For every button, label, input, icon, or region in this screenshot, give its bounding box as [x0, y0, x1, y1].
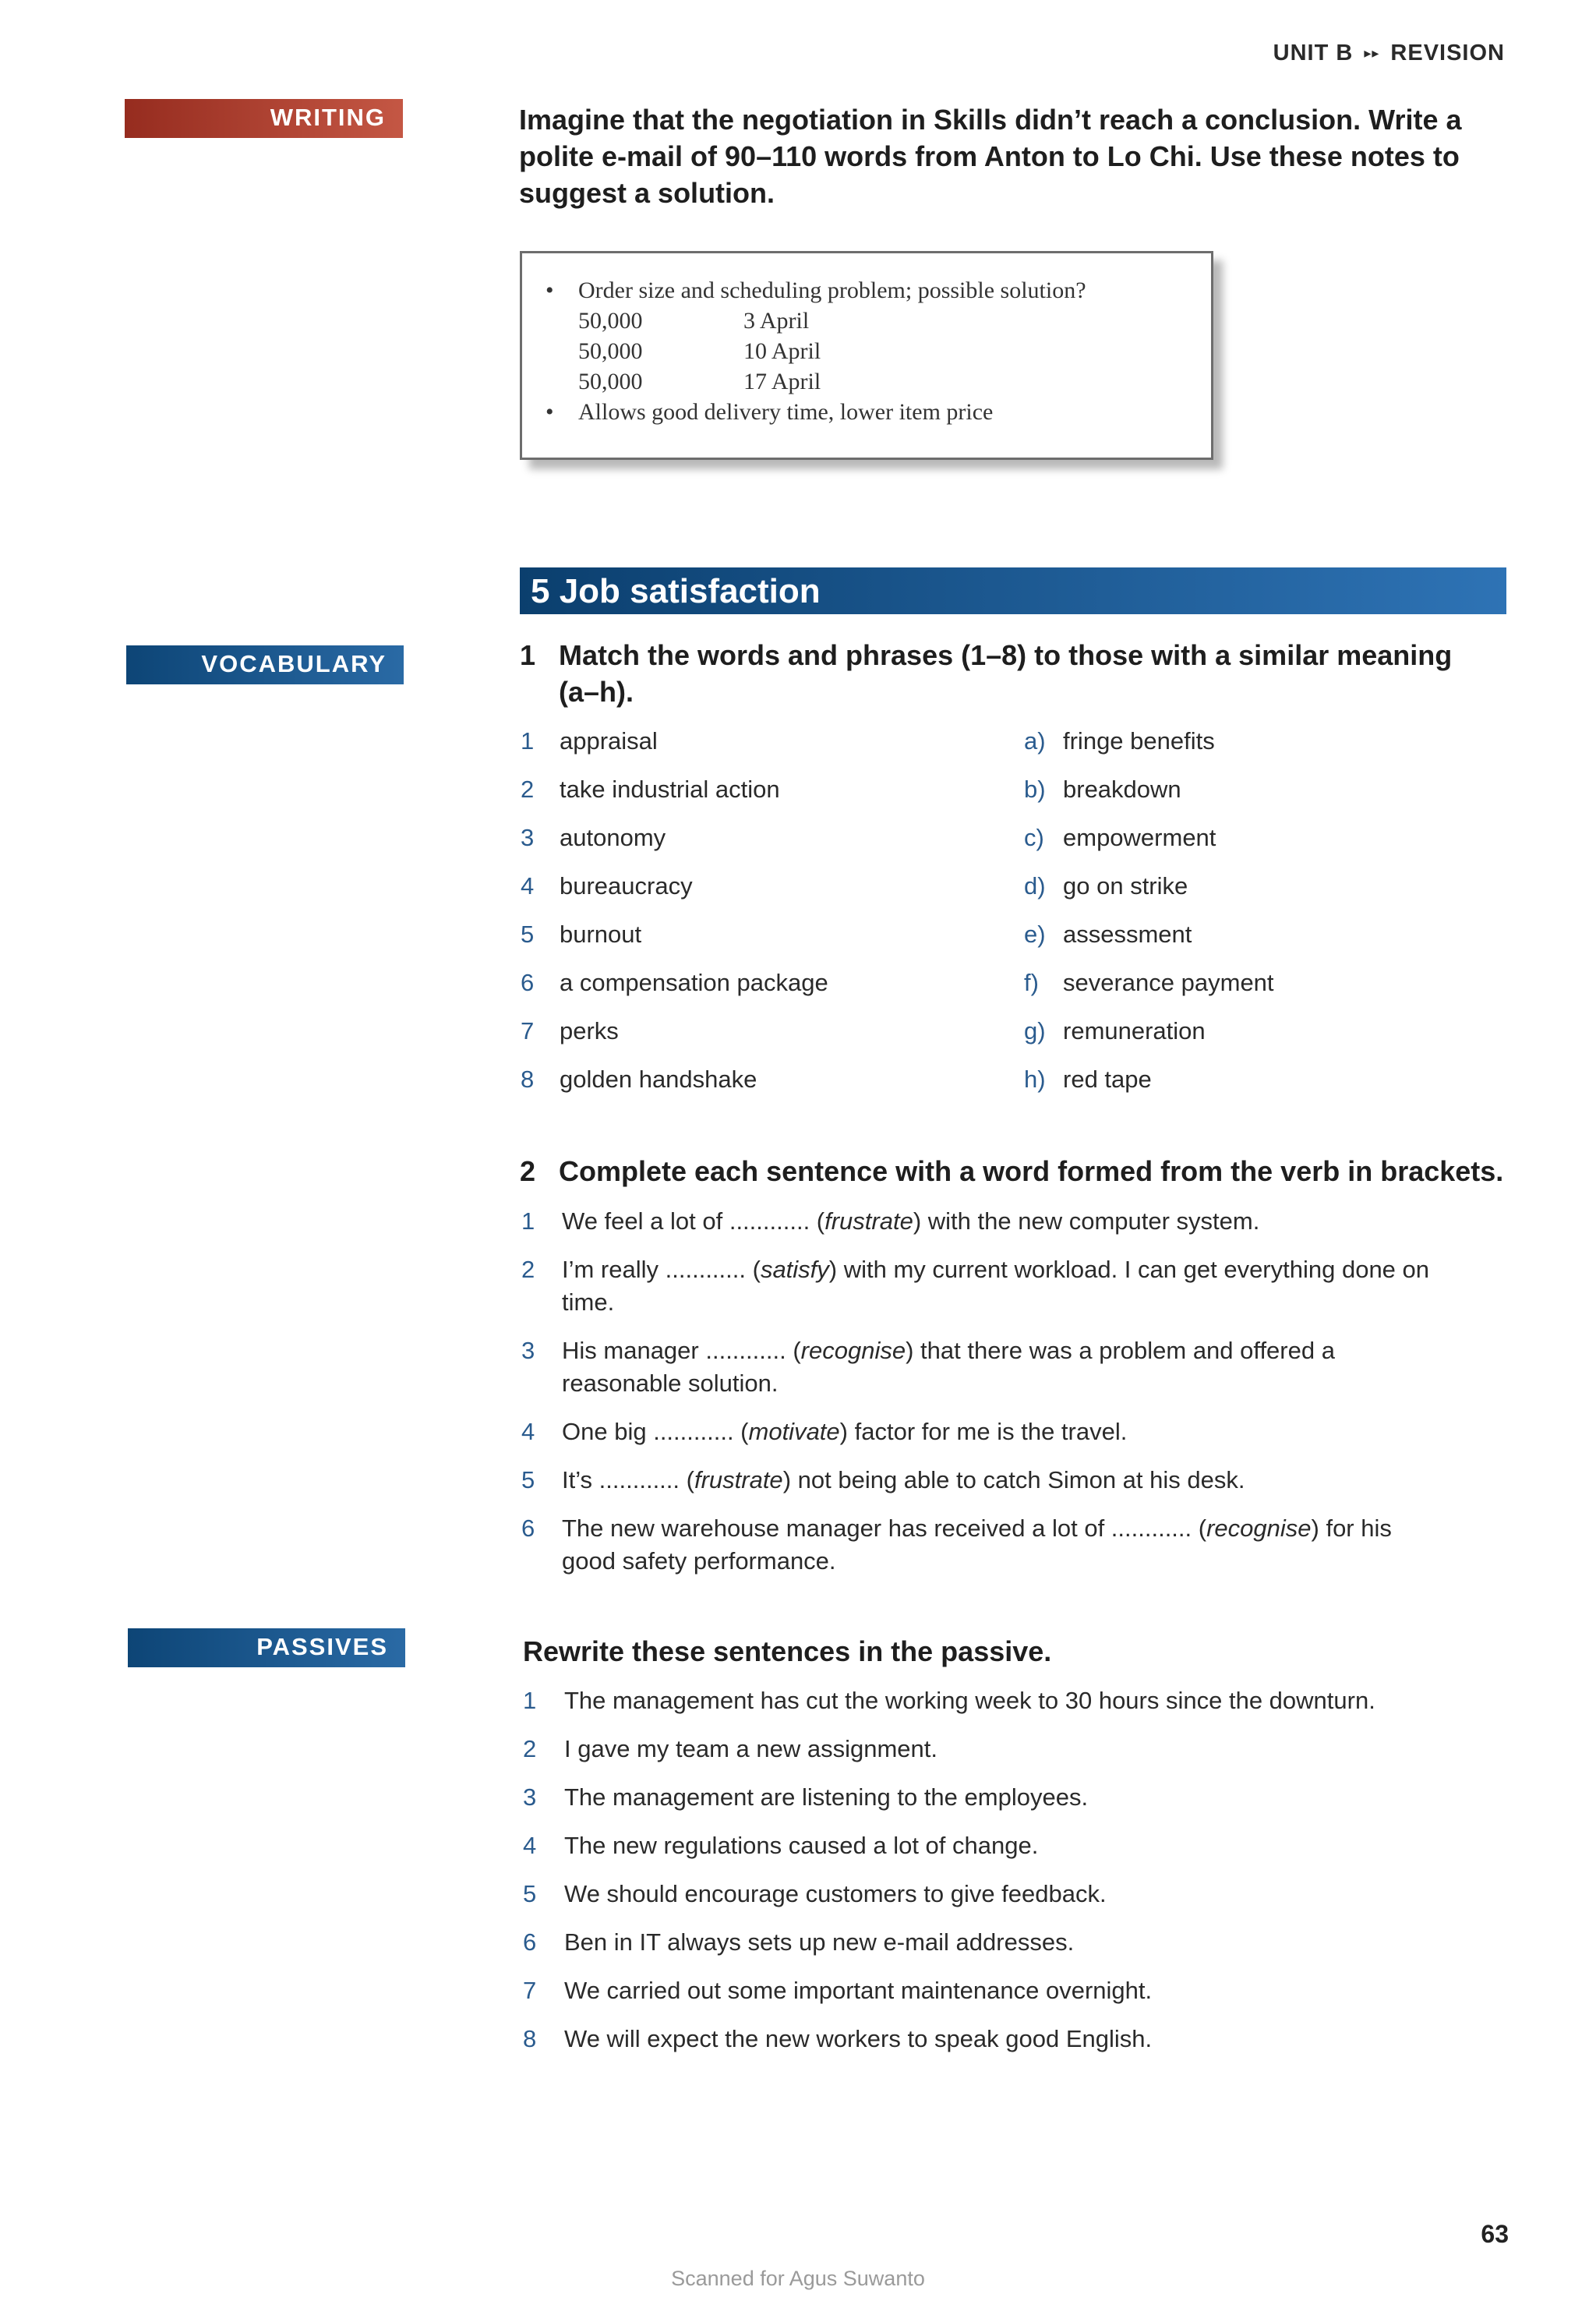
exercise-instruction: Complete each sentence with a word formed from the verb in brackets. — [559, 1155, 1504, 1187]
list-item: 4 The new regulations caused a lot of change. — [523, 1832, 1039, 1859]
list-item: b) breakdown — [1024, 776, 1181, 803]
list-item: h) red tape — [1024, 1066, 1152, 1093]
list-item: 3 autonomy — [521, 824, 666, 851]
list-item: 1 The management has cut the working week to 30 hours since the downturn. — [523, 1687, 1375, 1714]
exercise-number: 2 — [520, 1155, 536, 1187]
list-item: 6 The new warehouse manager has received a lot of ............ (recognise) for his good safety performance. — [521, 1515, 1392, 1575]
schedule-row: 50,000 10 April — [578, 338, 821, 364]
list-item: 4 bureaucracy — [521, 872, 693, 900]
list-item: 3 The management are listening to the employees. — [523, 1783, 1089, 1811]
list-item: 5 burnout — [521, 921, 642, 948]
unit-title-bar: 5 Job satisfaction — [520, 567, 1506, 614]
exercise-1-heading — [520, 637, 1455, 710]
scan-watermark: Scanned for Agus Suwanto — [671, 2267, 925, 2290]
list-item: 1 appraisal — [521, 727, 658, 755]
bullet-icon: • — [546, 277, 554, 303]
answer-gap: ............ — [1110, 1515, 1192, 1542]
list-item: 4 One big ............ (motivate) factor for me is the travel. — [521, 1418, 1128, 1445]
verb-hint: frustrate — [694, 1466, 783, 1493]
list-item: 2 I gave my team a new assignment. — [523, 1735, 938, 1762]
verb-hint: recognise — [800, 1337, 906, 1364]
list-item: 5 It’s ............ (frustrate) not being able to catch Simon at his desk. — [521, 1466, 1245, 1493]
list-item: a) fringe benefits — [1024, 727, 1215, 755]
exercise-instruction: Match the words and phrases (1–8) to those with a similar meaning (a–h). — [559, 639, 1453, 708]
passives-instruction: Rewrite these sentences in the passive. — [523, 1635, 1052, 1667]
list-item: 6 a compensation package — [521, 969, 828, 996]
answer-gap: ............ — [653, 1418, 734, 1445]
list-item: f) severance payment — [1024, 969, 1274, 996]
answer-gap: ............ — [665, 1256, 746, 1283]
passives-section-label: PASSIVES — [128, 1628, 405, 1667]
list-item: 5 We should encourage customers to give feedback. — [523, 1880, 1107, 1907]
notes-line-1: • Order size and scheduling problem; possible solution? — [546, 275, 1211, 306]
list-item: 7 We carried out some important maintenance overnight. — [523, 1977, 1153, 2004]
bullet-icon: • — [546, 399, 554, 425]
answer-gap: ............ — [705, 1337, 786, 1364]
vocabulary-section-label: VOCABULARY — [126, 645, 404, 684]
exercise-2-heading — [520, 1153, 1533, 1189]
schedule-row: 50,000 3 April — [578, 308, 810, 334]
verb-hint: recognise — [1206, 1515, 1312, 1542]
list-item: 7 perks — [521, 1017, 619, 1044]
verb-hint: frustrate — [824, 1207, 913, 1235]
list-item: e) assessment — [1024, 921, 1192, 948]
list-item: 6 Ben in IT always sets up new e-mail addresses. — [523, 1928, 1075, 1956]
answer-gap: ............ — [729, 1207, 810, 1235]
page-number: 63 — [1481, 2220, 1509, 2248]
list-item: c) empowerment — [1024, 824, 1216, 851]
schedule-row: 50,000 17 April — [578, 369, 821, 394]
verb-hint: satisfy — [760, 1256, 829, 1283]
header-unit: UNIT B — [1273, 41, 1354, 65]
answer-gap: ............ — [598, 1466, 680, 1493]
list-item: 8 golden handshake — [521, 1066, 757, 1093]
double-arrow-icon: ▸▸ — [1364, 45, 1380, 61]
list-item: 3 His manager ............ (recognise) that there was a problem and offered a reasonable solution. — [521, 1337, 1335, 1397]
list-item: g) remuneration — [1024, 1017, 1206, 1044]
list-item: d) go on strike — [1024, 872, 1188, 900]
verb-hint: motivate — [748, 1418, 840, 1445]
writing-prompt: Imagine that the negotiation in Skills didn’t reach a conclusion. Write a polite e-mail of 90–110 words from Anton to Lo Chi. Use these notes to suggest a solution. — [519, 104, 1462, 209]
notes-box — [520, 251, 1213, 460]
running-header — [1273, 41, 1505, 66]
notes-line-2: • Allows good delivery time, lower item price — [546, 397, 1211, 427]
list-item: 8 We will expect the new workers to speak good English. — [523, 2025, 1153, 2052]
writing-section-label: WRITING — [125, 99, 403, 138]
list-item: 2 take industrial action — [521, 776, 780, 803]
list-item: 2 I’m really ............ (satisfy) with my current workload. I can get everything done on time. — [521, 1256, 1430, 1316]
exercise-number: 1 — [520, 639, 536, 671]
list-item: 1 We feel a lot of ............ (frustrate) with the new computer system. — [521, 1207, 1260, 1235]
header-section: REVISION — [1390, 41, 1505, 65]
